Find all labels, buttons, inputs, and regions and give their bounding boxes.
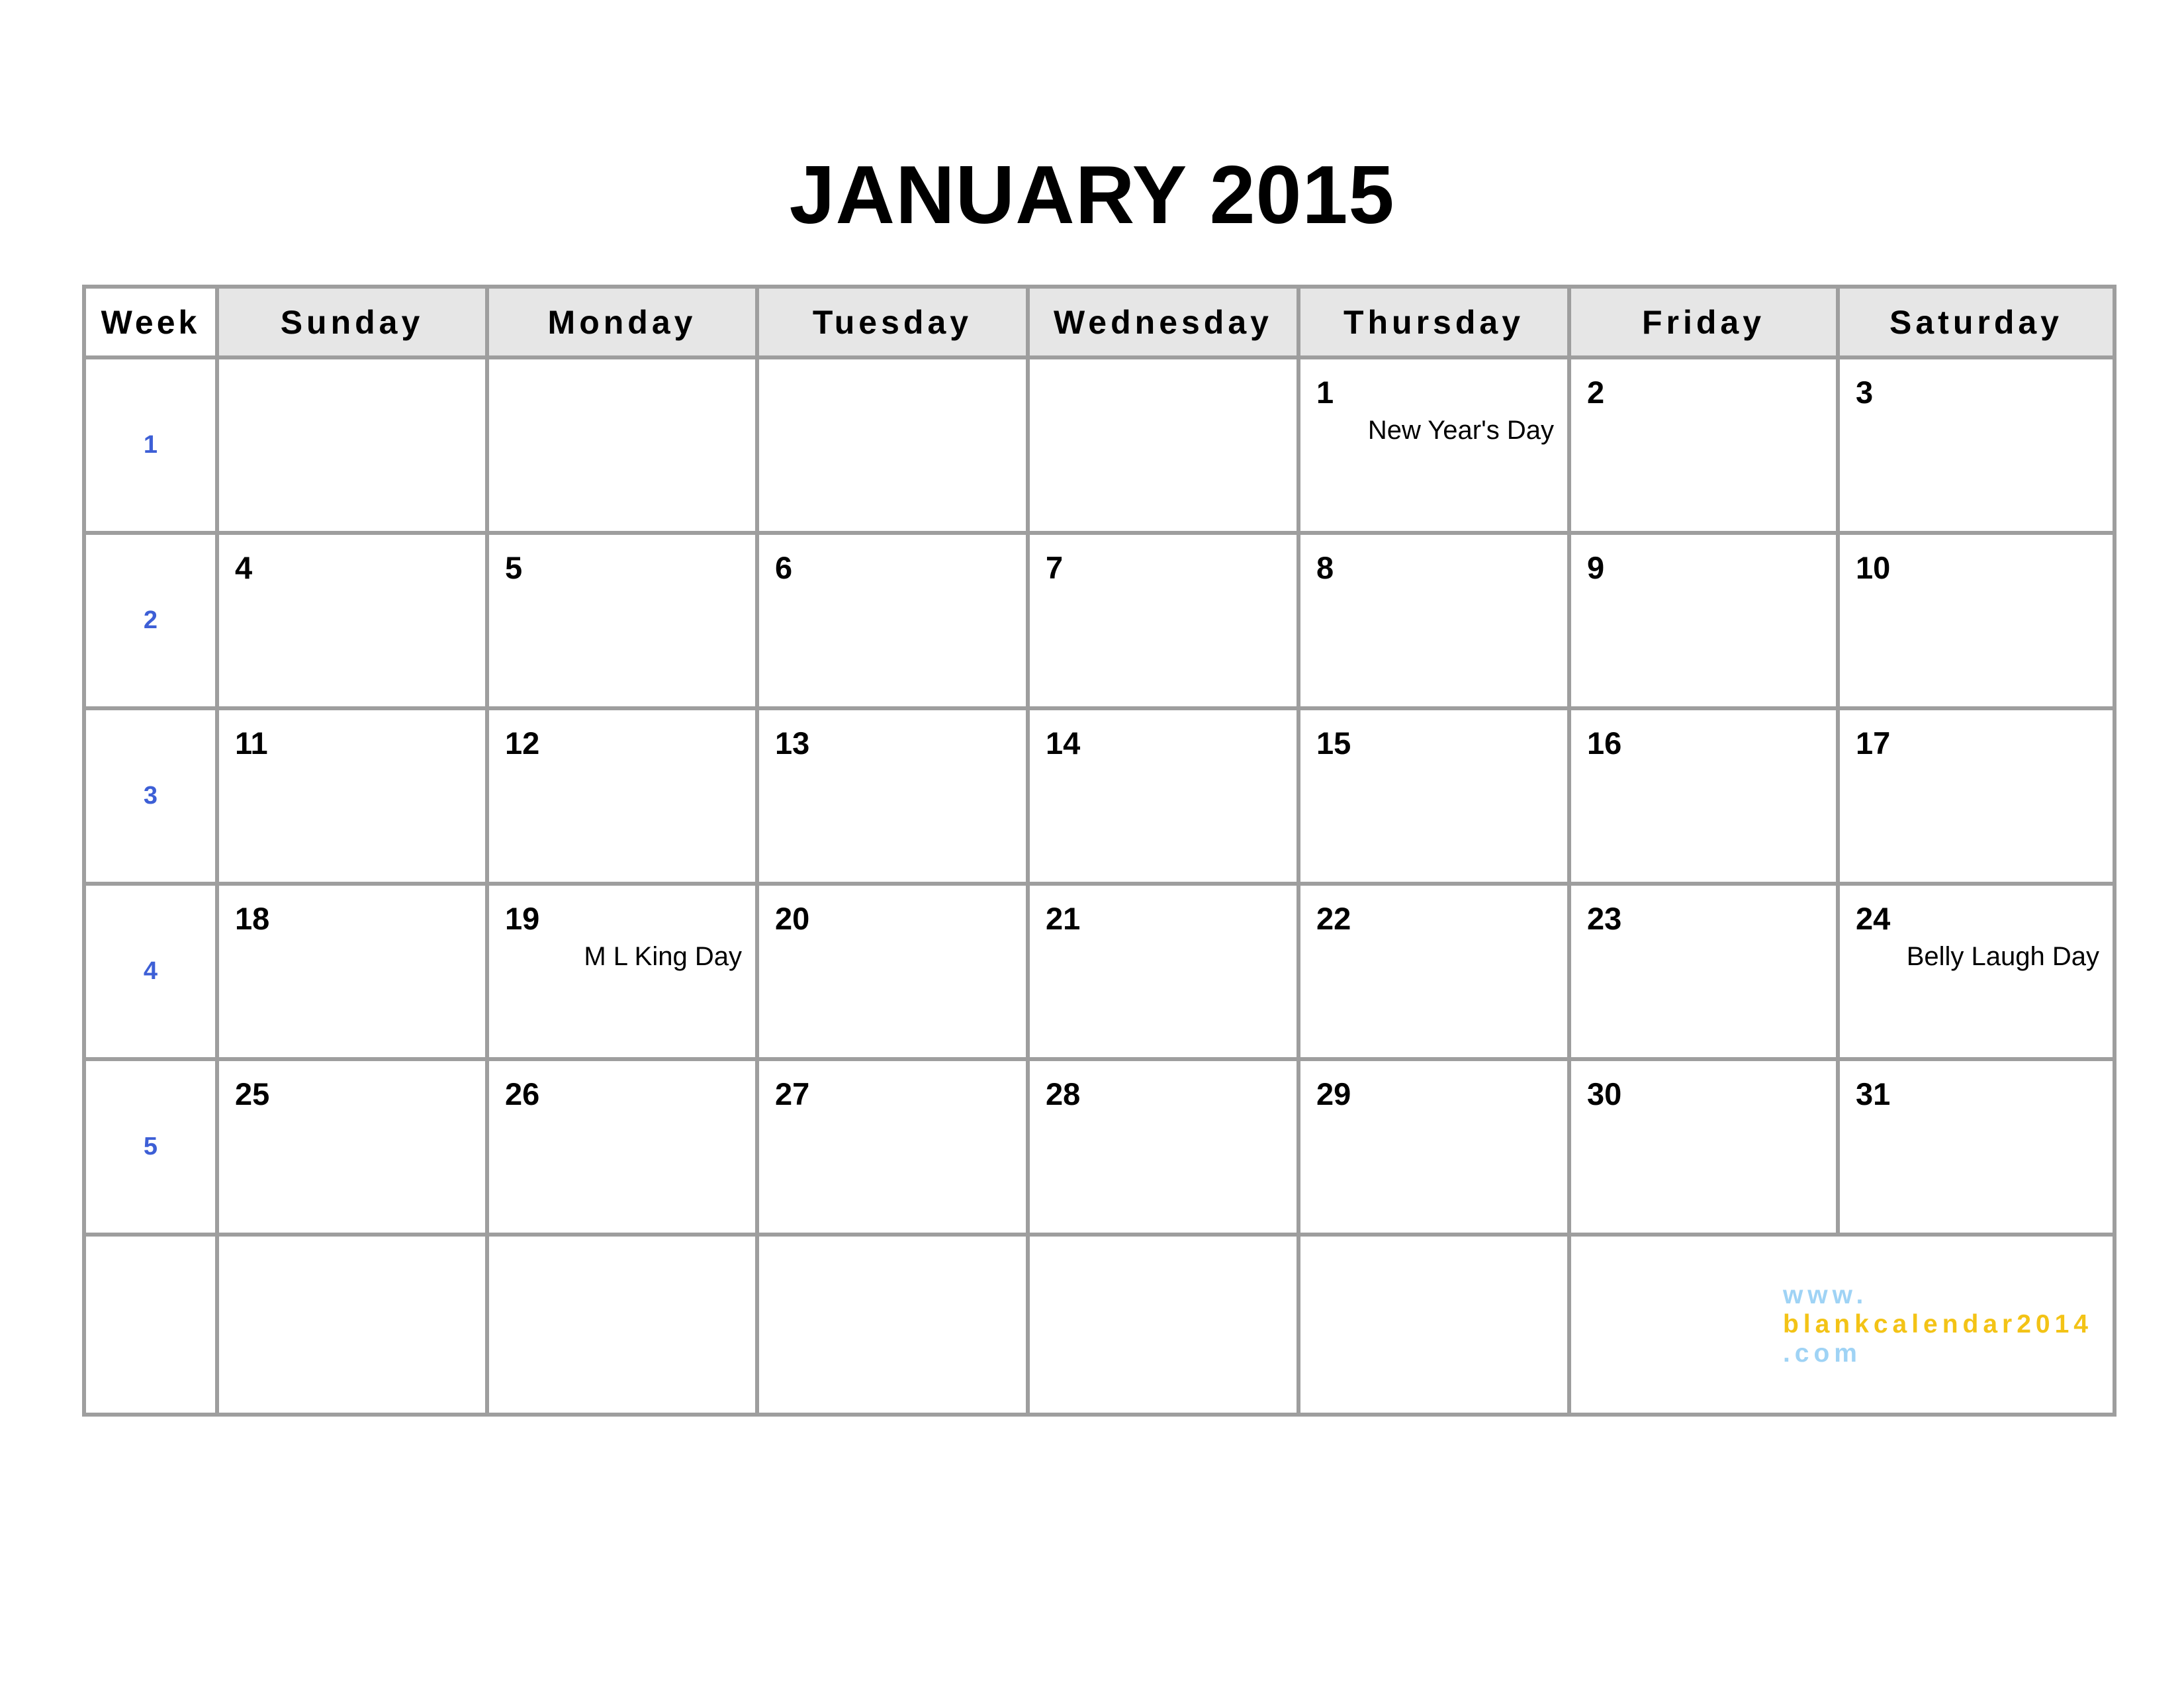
day-header-friday: Friday [1567, 285, 1836, 355]
day-header-sunday: Sunday [215, 285, 485, 355]
day-number: 1 [1316, 375, 1334, 410]
holiday-label: Belly Laugh Day [1906, 942, 2099, 971]
day-cell[interactable] [485, 355, 755, 531]
website-suffix: .com [1782, 1339, 1862, 1368]
day-cell[interactable] [1567, 706, 1836, 882]
day-number: 28 [1046, 1076, 1081, 1111]
day-cell[interactable] [1836, 1057, 2113, 1233]
day-number: 29 [1316, 1076, 1351, 1111]
day-number: 10 [1856, 550, 1891, 585]
day-cell[interactable] [755, 531, 1026, 706]
day-number: 19 [505, 901, 540, 936]
day-number: 31 [1856, 1076, 1891, 1111]
day-number: 4 [235, 550, 253, 585]
day-cell[interactable] [485, 1057, 755, 1233]
day-number: 7 [1046, 550, 1064, 585]
day-number: 6 [775, 550, 793, 585]
day-number: 14 [1046, 726, 1081, 761]
website-name: blankcalendar2014 [1782, 1310, 2093, 1338]
day-number: 3 [1856, 375, 1874, 410]
day-number: 15 [1316, 726, 1351, 761]
day-number: 8 [1316, 550, 1334, 585]
day-cell[interactable] [755, 706, 1026, 882]
day-cell[interactable] [1297, 531, 1567, 706]
day-number: 24 [1856, 901, 1891, 936]
empty-day-cell [755, 1233, 1026, 1413]
day-number: 12 [505, 726, 540, 761]
website-cell [1567, 1233, 2113, 1413]
website-prefix: www. [1782, 1281, 1868, 1309]
day-cell[interactable] [1836, 882, 2113, 1057]
day-number: 27 [775, 1076, 810, 1111]
day-cell[interactable] [1567, 1057, 1836, 1233]
day-cell[interactable] [215, 882, 485, 1057]
day-header-saturday: Saturday [1836, 285, 2113, 355]
day-cell[interactable] [755, 355, 1026, 531]
day-cell[interactable] [485, 531, 755, 706]
holiday-label: M L King Day [584, 942, 742, 971]
day-cell[interactable] [1567, 882, 1836, 1057]
day-cell[interactable] [215, 706, 485, 882]
day-cell[interactable] [215, 531, 485, 706]
day-number: 23 [1587, 901, 1622, 936]
week-number: 3 [82, 706, 215, 882]
calendar-grid [82, 285, 2116, 1417]
day-cell[interactable] [1026, 1057, 1297, 1233]
day-header-thursday: Thursday [1297, 285, 1567, 355]
week-number: 2 [82, 531, 215, 706]
day-cell[interactable] [1836, 355, 2113, 531]
day-number: 26 [505, 1076, 540, 1111]
day-cell[interactable] [1297, 706, 1567, 882]
day-cell[interactable] [1026, 531, 1297, 706]
empty-week-cell [82, 1233, 215, 1413]
day-number: 16 [1587, 726, 1622, 761]
empty-day-cell [215, 1233, 485, 1413]
day-cell[interactable] [1026, 355, 1297, 531]
day-cell[interactable] [215, 1057, 485, 1233]
day-number: 13 [775, 726, 810, 761]
week-number: 1 [82, 355, 215, 531]
day-number: 11 [235, 726, 268, 761]
day-cell[interactable] [1297, 355, 1567, 531]
day-cell[interactable] [1836, 706, 2113, 882]
day-number: 22 [1316, 901, 1351, 936]
day-number: 2 [1587, 375, 1605, 410]
day-number: 9 [1587, 550, 1605, 585]
day-cell[interactable] [215, 355, 485, 531]
week-column-header: Week [82, 285, 215, 355]
day-number: 5 [505, 550, 523, 585]
day-cell[interactable] [1297, 882, 1567, 1057]
calendar-title: JANUARY 2015 [789, 150, 1395, 241]
day-header-wednesday: Wednesday [1026, 285, 1297, 355]
empty-day-cell [1297, 1233, 1567, 1413]
website-link[interactable] [1783, 1281, 2093, 1368]
day-cell[interactable] [485, 706, 755, 882]
day-header-monday: Monday [485, 285, 755, 355]
day-number: 17 [1856, 726, 1891, 761]
day-number: 20 [775, 901, 810, 936]
empty-day-cell [1026, 1233, 1297, 1413]
day-cell[interactable] [755, 1057, 1026, 1233]
week-number: 4 [82, 882, 215, 1057]
day-number: 18 [235, 901, 270, 936]
day-number: 30 [1587, 1076, 1622, 1111]
day-number: 25 [235, 1076, 270, 1111]
day-number: 21 [1046, 901, 1081, 936]
empty-day-cell [485, 1233, 755, 1413]
holiday-label: New Year's Day [1367, 416, 1554, 445]
day-cell[interactable] [755, 882, 1026, 1057]
day-header-tuesday: Tuesday [755, 285, 1026, 355]
day-cell[interactable] [1026, 706, 1297, 882]
week-number: 5 [82, 1057, 215, 1233]
day-cell[interactable] [1567, 531, 1836, 706]
day-cell[interactable] [1836, 531, 2113, 706]
day-cell[interactable] [1567, 355, 1836, 531]
day-cell[interactable] [1297, 1057, 1567, 1233]
day-cell[interactable] [485, 882, 755, 1057]
day-cell[interactable] [1026, 882, 1297, 1057]
